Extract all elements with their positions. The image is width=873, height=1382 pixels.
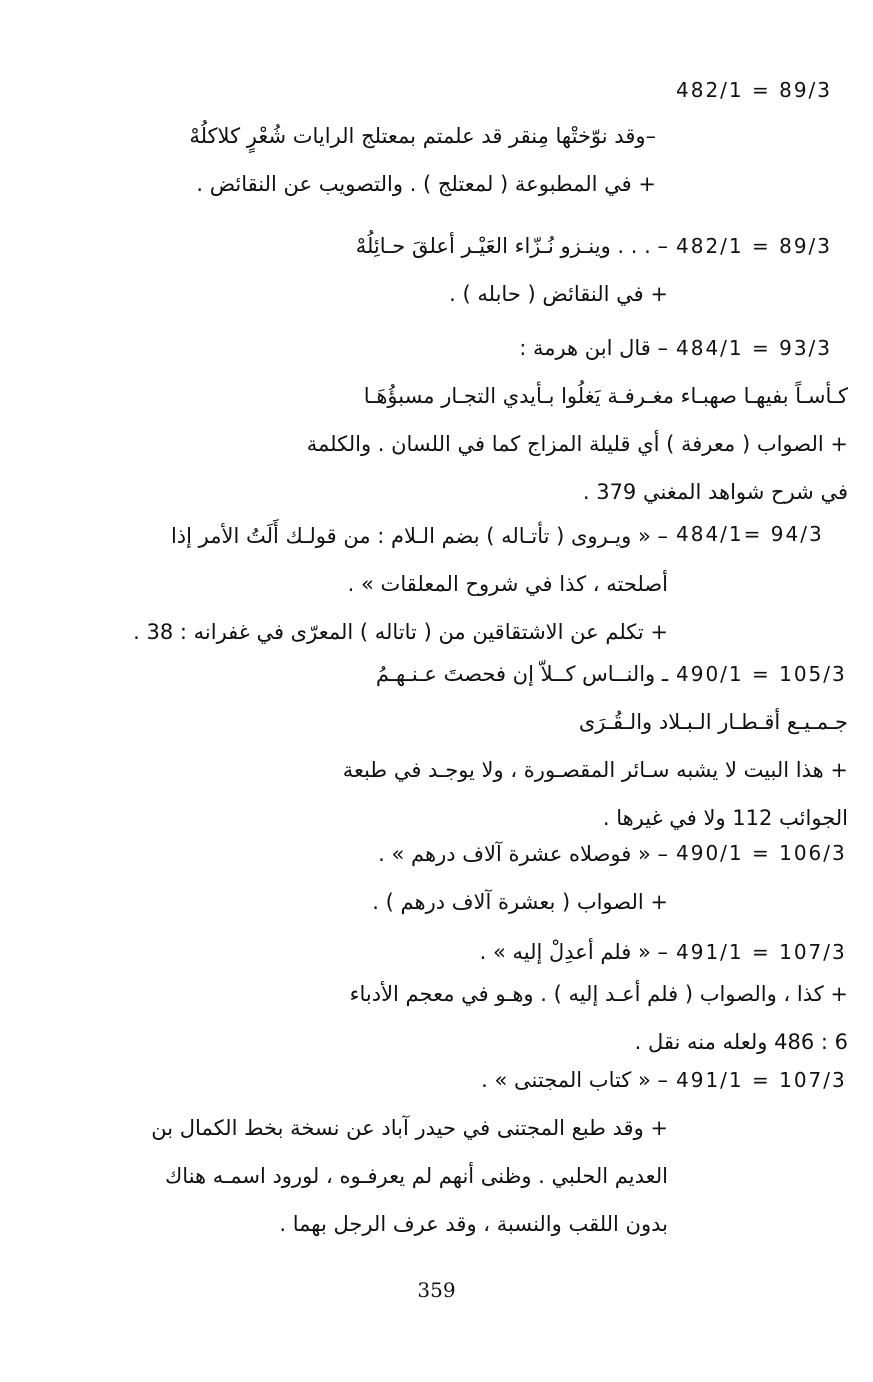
entry-reference: 491/1 = 107/3 (676, 1068, 847, 1092)
note-line: + كذا ، والصواب ( فلم أعـد إليه ) . وهـو في معجم الأدباء (349, 982, 848, 1006)
entry-body (108, 1056, 668, 1104)
note-line: + الصواب ( معرفة ) أي قليلة المزاج كما في اللسان . والكلمة (306, 432, 848, 456)
note-line: + الصواب ( بعشرة آلاف درهم ) . (372, 890, 668, 914)
note-line: في شرح شواهد المغني 379 . (582, 480, 848, 504)
entry-body (108, 112, 656, 208)
entry-body (108, 830, 668, 926)
verse-line: ـ والنــاس كــلاّ إن فحصتَ عـنـهـمُ (375, 662, 668, 686)
note-line: الجوائب 112 ولا في غيرها . (602, 806, 848, 830)
verse-line: كـأسـاً بفيهـا صهبـاء مغـرفـة يَغلُوا بـأيدي التجـار مسبؤُهَـا (363, 384, 848, 408)
note-line: بدون اللقب والنسبة ، وقد عرف الرجل بهما . (279, 1212, 668, 1236)
entry-body (108, 698, 848, 842)
note-line: + هذا البيت لا يشبه سـائر المقصـورة ، ولا يوجـد في طبعة (342, 758, 848, 782)
note-line: + في النقائض ( حابله ) . (449, 282, 668, 306)
entry-body (108, 512, 668, 656)
verse-line: جـمـيـع أقـطـار الـبـلاد والـقُـرَى (578, 710, 848, 734)
entry-reference: 490/1 = 105/3 (676, 662, 847, 686)
note-line: + وقد طبع المجتنى في حيدر آباد عن نسخة بخط الكمال بن (151, 1116, 668, 1140)
note-line: + تكلم عن الاشتقاقين من ( تاتاله ) المعرّى في غفرانه : 38 . (133, 620, 668, 644)
entry-body (108, 928, 668, 976)
entry-body (108, 1104, 668, 1248)
entry-body (108, 650, 668, 698)
quote-line: – « كتاب المجتنى » . (481, 1068, 668, 1092)
quote-line: أصلحته ، كذا في شروح المعلقات » . (347, 572, 668, 596)
verse-line: – . . . وينـزو نُـزّاء العَيْـر أعلقَ حـائِلُهْ (355, 234, 668, 258)
entry-reference: 490/1 = 106/3 (676, 841, 847, 865)
note-line: + في المطبوعة ( لمعتلج ) . والتصويب عن النقائض . (196, 172, 656, 196)
entry-reference: 482/1 = 89/3 (676, 78, 833, 102)
page-number: 359 (417, 1278, 456, 1302)
quote-line: – « فوصلاه عشرة آلاف درهم » . (378, 842, 668, 866)
entry-reference: 482/1 = 89/3 (676, 234, 833, 258)
entry-reference: 484/1= 94/3 (676, 522, 824, 546)
note-line: العديم الحلبي . وظنى أنهم لم يعرفـوه ، لورود اسمـه هناك (165, 1164, 668, 1188)
intro-line: – قال ابن هرمة : (519, 336, 668, 360)
verse-line: –وقد نوّختْها مِنقر قد علمتم بمعتلج الرايات شُعْرٍ كلاكلُهْ (189, 124, 656, 148)
quote-line: – « ويـروى ( تأتـاله ) بضم الـلام : من قولـك أَلَتُ الأمر إذا (170, 524, 668, 548)
quote-line: – « فلم أعدِلْ إليه » . (479, 940, 668, 964)
entry-reference: 491/1 = 107/3 (676, 940, 847, 964)
entry-body (108, 372, 848, 516)
entry-body (108, 222, 668, 318)
entry-body (108, 970, 848, 1066)
note-line: 6 : 486 ولعله منه نقل . (634, 1030, 848, 1054)
entry-reference: 484/1 = 93/3 (676, 336, 833, 360)
entry-body (108, 324, 668, 372)
